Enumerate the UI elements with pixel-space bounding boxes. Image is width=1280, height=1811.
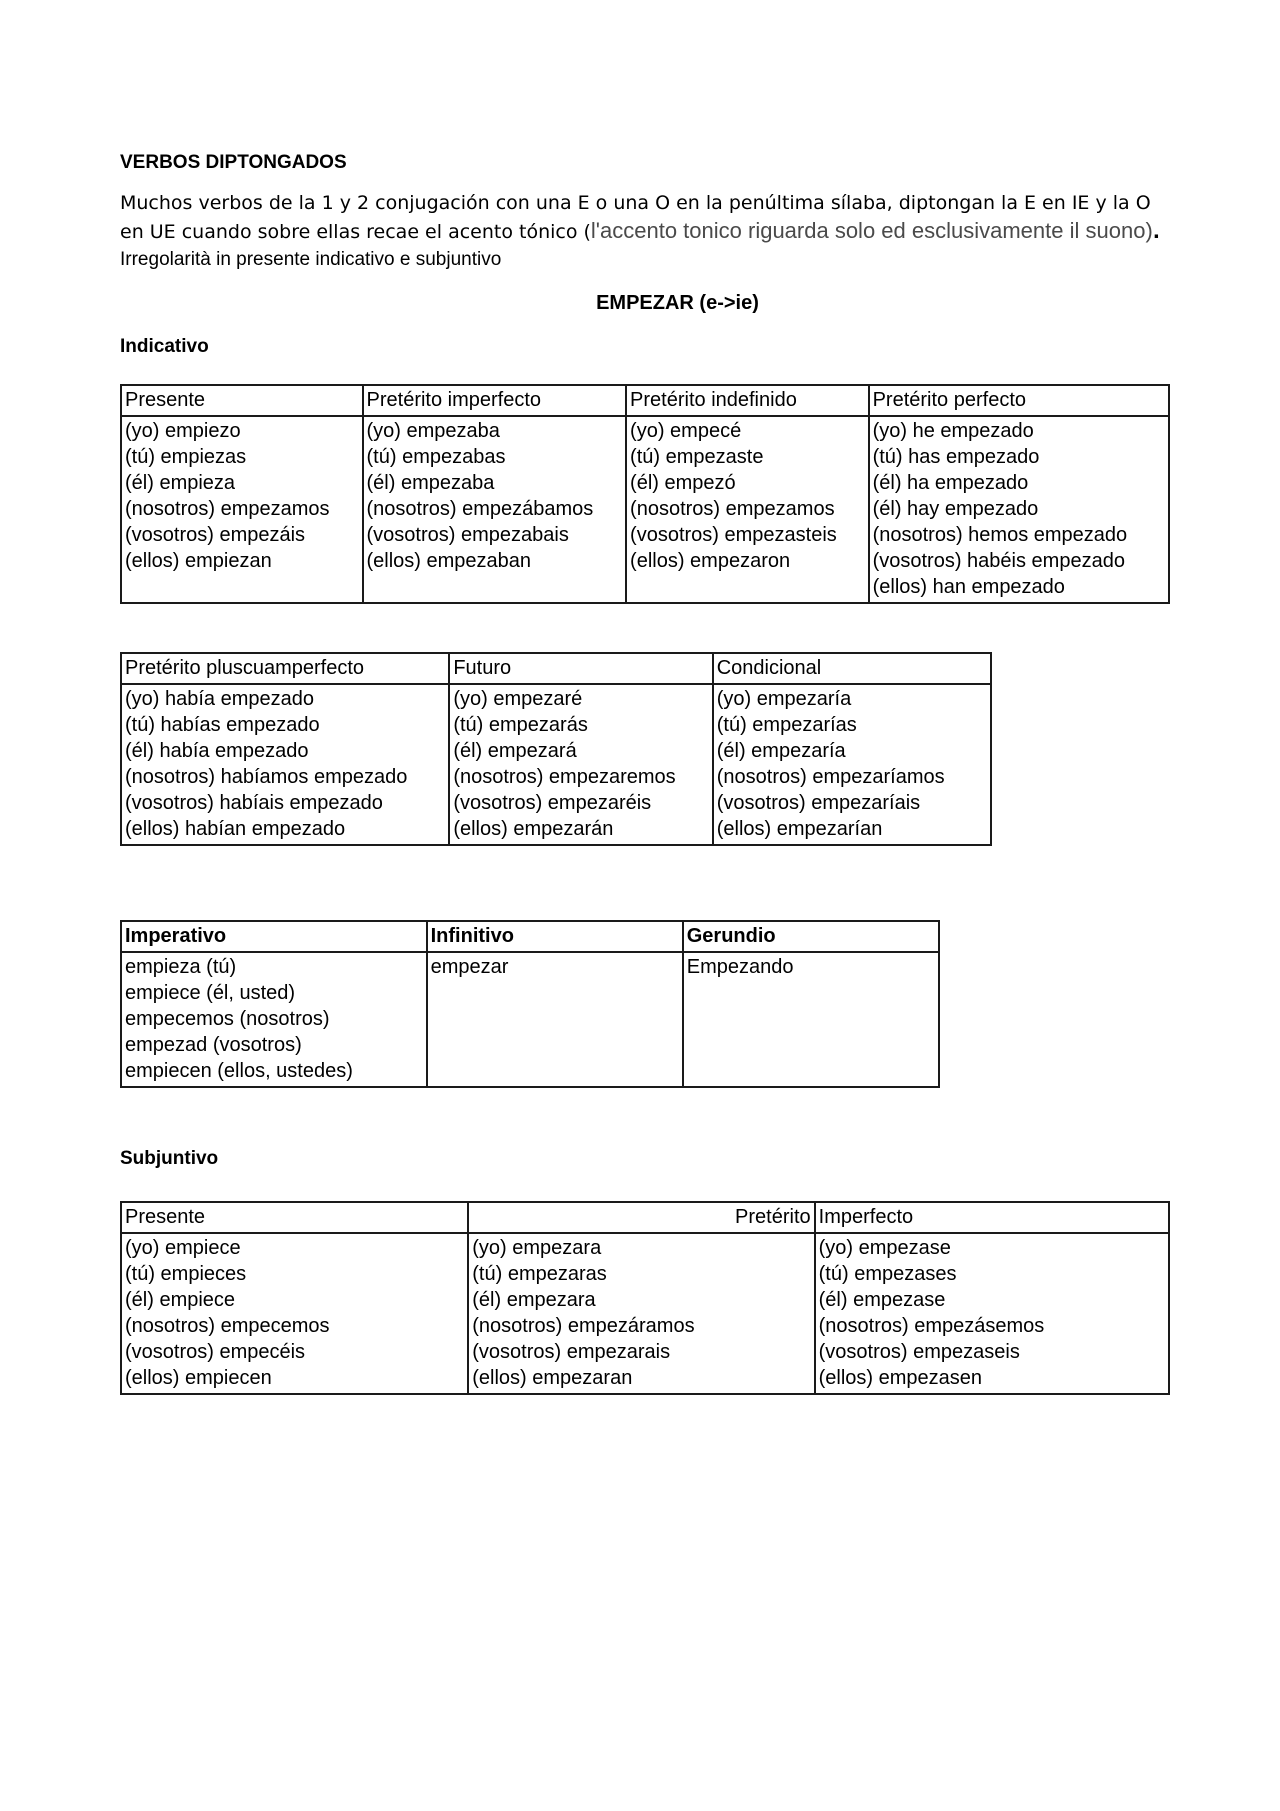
cell-imperativo <box>121 952 427 1087</box>
cell-condicional <box>713 684 991 845</box>
intro-text-period: . <box>1152 221 1160 243</box>
cell-subj-presente <box>121 1233 468 1394</box>
conjugation: (vosotros) empezáis <box>125 524 306 546</box>
conjugation: (ellos) empiecen <box>125 1367 272 1389</box>
cell-subj-preterito-ra <box>468 1233 814 1394</box>
conjugation: (yo) había empezado <box>125 688 315 710</box>
header-preterito-indefinido: Pretérito indefinido <box>626 385 869 416</box>
conjugation: (él) empezará <box>453 740 577 762</box>
conjugation: Empezando <box>686 956 794 978</box>
conjugation: (vosotros) empezabais <box>366 524 569 546</box>
conjugation: (yo) empezase <box>818 1237 951 1259</box>
conjugation: (ellos) empezaran <box>472 1367 633 1389</box>
table-header-row <box>121 385 1169 416</box>
cell-preterito-perfecto <box>869 416 1169 603</box>
conjugation: (yo) empezara <box>472 1237 602 1259</box>
cell-subj-preterito-se <box>815 1233 1169 1394</box>
conjugation: (él) hay empezado <box>872 498 1039 520</box>
table-header-row <box>121 1202 1169 1233</box>
conjugation: (él) ha empezado <box>872 472 1029 494</box>
table-row <box>121 416 1169 603</box>
section-label-subjuntivo: Subjuntivo <box>120 1148 219 1169</box>
conjugation: (ellos) han empezado <box>872 576 1065 598</box>
header-gerundio: Gerundio <box>683 921 939 952</box>
conjugation: (nosotros) empezamos <box>125 498 330 520</box>
header-imperfecto: Imperfecto <box>815 1202 1169 1233</box>
cell-preterito-indefinido <box>626 416 869 603</box>
conjugation: (tú) empiezas <box>125 446 247 468</box>
conjugation: (nosotros) empezásemos <box>818 1315 1045 1337</box>
header-futuro: Futuro <box>449 653 712 684</box>
conjugation: (vosotros) empezaréis <box>453 792 652 814</box>
table-row <box>121 952 939 1087</box>
indicativo-table-1 <box>120 384 1170 604</box>
conjugation: empecemos (nosotros) <box>125 1008 330 1030</box>
intro-text-italian-note: l'accento tonico riguarda solo ed esclusivamente il suono) <box>590 218 1153 243</box>
header-imperativo: Imperativo <box>121 921 427 952</box>
header-condicional: Condicional <box>713 653 991 684</box>
header-infinitivo: Infinitivo <box>427 921 683 952</box>
cell-futuro <box>449 684 712 845</box>
conjugation: (él) empiece <box>125 1289 236 1311</box>
intro-text-spanish: Muchos verbos de la 1 y 2 conjugación con una E o una O en la penúltima sílaba, diptongan la E en IE y la O en UE cuando sobre ellas recae el acento tónico ( <box>120 192 1151 243</box>
conjugation: (ellos) empezasen <box>818 1367 983 1389</box>
conjugation: (nosotros) empezaremos <box>453 766 676 788</box>
conjugation: (nosotros) empezaríamos <box>716 766 945 788</box>
conjugation: (vosotros) habíais empezado <box>125 792 383 814</box>
conjugation: (ellos) habían empezado <box>125 818 346 840</box>
conjugation: (él) empezara <box>472 1289 596 1311</box>
conjugation: (ellos) empezaban <box>366 550 532 572</box>
header-preterito: Pretérito <box>468 1202 814 1233</box>
conjugation: (él) empieza <box>125 472 236 494</box>
table-row <box>121 684 991 845</box>
conjugation: empieza (tú) <box>125 956 237 978</box>
subjuntivo-table <box>120 1201 1170 1395</box>
conjugation: (él) empezó <box>630 472 736 494</box>
conjugation: (ellos) empezarían <box>716 818 883 840</box>
conjugation: (nosotros) empezamos <box>630 498 835 520</box>
header-presente: Presente <box>121 385 363 416</box>
header-preterito-imperfecto: Pretérito imperfecto <box>363 385 627 416</box>
cell-gerundio <box>683 952 939 1087</box>
conjugation: (vosotros) empecéis <box>125 1341 306 1363</box>
conjugation: (nosotros) hemos empezado <box>872 524 1128 546</box>
conjugation: empiecen (ellos, ustedes) <box>125 1060 353 1082</box>
cell-preterito-imperfecto <box>363 416 627 603</box>
conjugation: (él) empezaría <box>716 740 846 762</box>
conjugation: empiece (él, usted) <box>125 982 296 1004</box>
conjugation: (nosotros) empezáramos <box>472 1315 695 1337</box>
cell-infinitivo <box>427 952 683 1087</box>
table-row <box>121 1233 1169 1394</box>
conjugation: (él) empezase <box>818 1289 946 1311</box>
conjugation: (ellos) empiezan <box>125 550 272 572</box>
conjugation: (nosotros) empecemos <box>125 1315 330 1337</box>
conjugation: (ellos) empezarán <box>453 818 614 840</box>
conjugation: (vosotros) empezaseis <box>818 1341 1020 1363</box>
conjugation: (tú) empezabas <box>366 446 506 468</box>
conjugation: (él) empezaba <box>366 472 495 494</box>
conjugation: (yo) he empezado <box>872 420 1034 442</box>
table-header-row <box>121 653 991 684</box>
conjugation: (tú) has empezado <box>872 446 1040 468</box>
conjugation: (yo) empezaré <box>453 688 583 710</box>
conjugation: (tú) empezaras <box>472 1263 607 1285</box>
conjugation: (nosotros) habíamos empezado <box>125 766 408 788</box>
cell-presente <box>121 416 363 603</box>
verb-title: EMPEZAR (e->ie) <box>596 292 759 314</box>
conjugation: (yo) empiece <box>125 1237 241 1259</box>
conjugation: (nosotros) empezábamos <box>366 498 594 520</box>
intro-paragraph <box>120 190 1170 273</box>
conjugation: (yo) empezaría <box>716 688 852 710</box>
conjugation: (vosotros) habéis empezado <box>872 550 1125 572</box>
conjugation: (tú) empezarías <box>716 714 857 736</box>
conjugation: (ellos) empezaron <box>630 550 791 572</box>
page-title: VERBOS DIPTONGADOS <box>120 152 347 173</box>
table-header-row <box>121 921 939 952</box>
conjugation: (él) había empezado <box>125 740 309 762</box>
cell-pluscuamperfecto <box>121 684 449 845</box>
conjugation: (vosotros) empezaríais <box>716 792 921 814</box>
conjugation: (vosotros) empezasteis <box>630 524 837 546</box>
section-label-indicativo: Indicativo <box>120 336 209 357</box>
header-pluscuamperfecto: Pretérito pluscuamperfecto <box>121 653 449 684</box>
conjugation: empezad (vosotros) <box>125 1034 302 1056</box>
header-presente: Presente <box>121 1202 468 1233</box>
conjugation: (vosotros) empezarais <box>472 1341 671 1363</box>
conjugation: (tú) empezaste <box>630 446 764 468</box>
conjugation: (tú) empieces <box>125 1263 247 1285</box>
conjugation: (tú) empezases <box>818 1263 957 1285</box>
intro-text-irregularity: Irregolarità in presente indicativo e subjuntivo <box>120 249 502 270</box>
conjugation: (tú) empezarás <box>453 714 588 736</box>
header-preterito-perfecto: Pretérito perfecto <box>869 385 1169 416</box>
conjugation: (yo) empecé <box>630 420 742 442</box>
conjugation: (tú) habías empezado <box>125 714 320 736</box>
indicativo-table-2 <box>120 652 992 846</box>
conjugation: (yo) empezaba <box>366 420 500 442</box>
conjugation: (yo) empiezo <box>125 420 241 442</box>
indicativo-table-3 <box>120 920 940 1088</box>
conjugation: empezar <box>430 956 509 978</box>
